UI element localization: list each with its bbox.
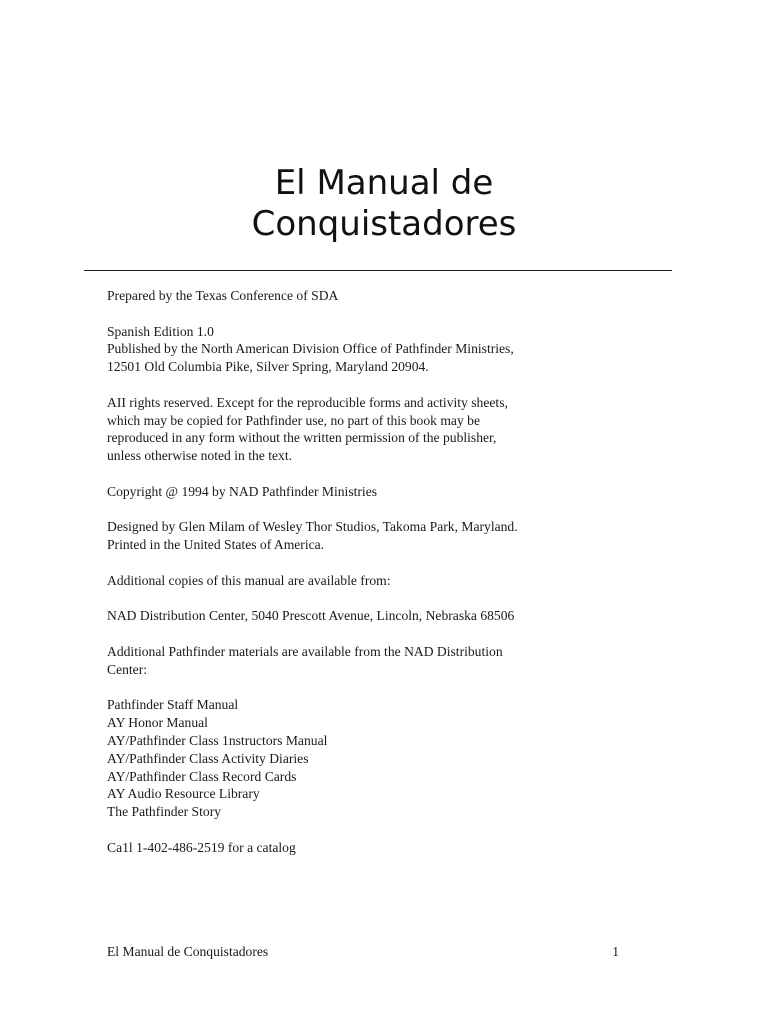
- materials-paragraph: [107, 643, 667, 679]
- publisher-line: Published by the North American Division Office of Pathfinder Ministries,: [107, 341, 514, 357]
- copies-available-text: Additional copies of this manual are available from:: [107, 572, 391, 588]
- rights-line: unless otherwise noted in the text.: [107, 448, 292, 464]
- document-title: [0, 163, 768, 245]
- distribution-paragraph: [107, 607, 667, 625]
- title-line-1: El Manual de: [274, 163, 494, 203]
- list-item: AY/Pathfinder Class Record Cards: [107, 768, 297, 784]
- rights-line: AII rights reserved. Except for the reproducible forms and activity sheets,: [107, 394, 508, 410]
- rights-line: which may be copied for Pathfinder use, no part of this book may be: [107, 412, 480, 428]
- design-paragraph: [107, 518, 667, 554]
- prepared-by-text: Prepared by the Texas Conference of SDA: [107, 288, 339, 303]
- copies-paragraph: [107, 572, 667, 590]
- rights-line: reproduced in any form without the written permission of the publisher,: [107, 430, 497, 446]
- list-item: AY Audio Resource Library: [107, 786, 260, 802]
- rights-paragraph: [107, 394, 667, 465]
- printed-in-line: Printed in the United States of America.: [107, 537, 325, 553]
- title-line-2: Conquistadores: [251, 204, 517, 244]
- page-number: 1: [612, 944, 619, 959]
- publisher-address-line: 12501 Old Columbia Pike, Silver Spring, Maryland 20904.: [107, 359, 429, 375]
- copyright-text: Copyright @ 1994 by NAD Pathfinder Ministries: [107, 483, 378, 499]
- distribution-center-text: NAD Distribution Center, 5040 Prescott Avenue, Lincoln, Nebraska 68506: [107, 608, 515, 624]
- prepared-by-paragraph: [107, 287, 667, 305]
- list-item: AY/Pathfinder Class 1nstructors Manual: [107, 732, 328, 748]
- materials-line: Additional Pathfinder materials are available from the NAD Distribution: [107, 643, 503, 659]
- catalog-paragraph: [107, 839, 667, 857]
- copyright-paragraph: [107, 483, 667, 501]
- list-item: AY/Pathfinder Class Activity Diaries: [107, 750, 309, 766]
- footer-running-title: El Manual de Conquistadores: [107, 944, 269, 959]
- catalog-call-text: Ca1l 1-402-486-2519 for a catalog: [107, 839, 296, 855]
- designer-line: Designed by Glen Milam of Wesley Thor Studios, Takoma Park, Maryland.: [107, 519, 518, 535]
- edition-paragraph: [107, 323, 667, 376]
- title-divider: [84, 270, 672, 271]
- list-item: Pathfinder Staff Manual: [107, 697, 239, 713]
- list-item: The Pathfinder Story: [107, 804, 222, 820]
- document-body: [107, 287, 667, 874]
- materials-line: Center:: [107, 661, 148, 677]
- edition-line: Spanish Edition 1.0: [107, 323, 214, 339]
- materials-list: [107, 696, 667, 821]
- list-item: AY Honor Manual: [107, 715, 208, 731]
